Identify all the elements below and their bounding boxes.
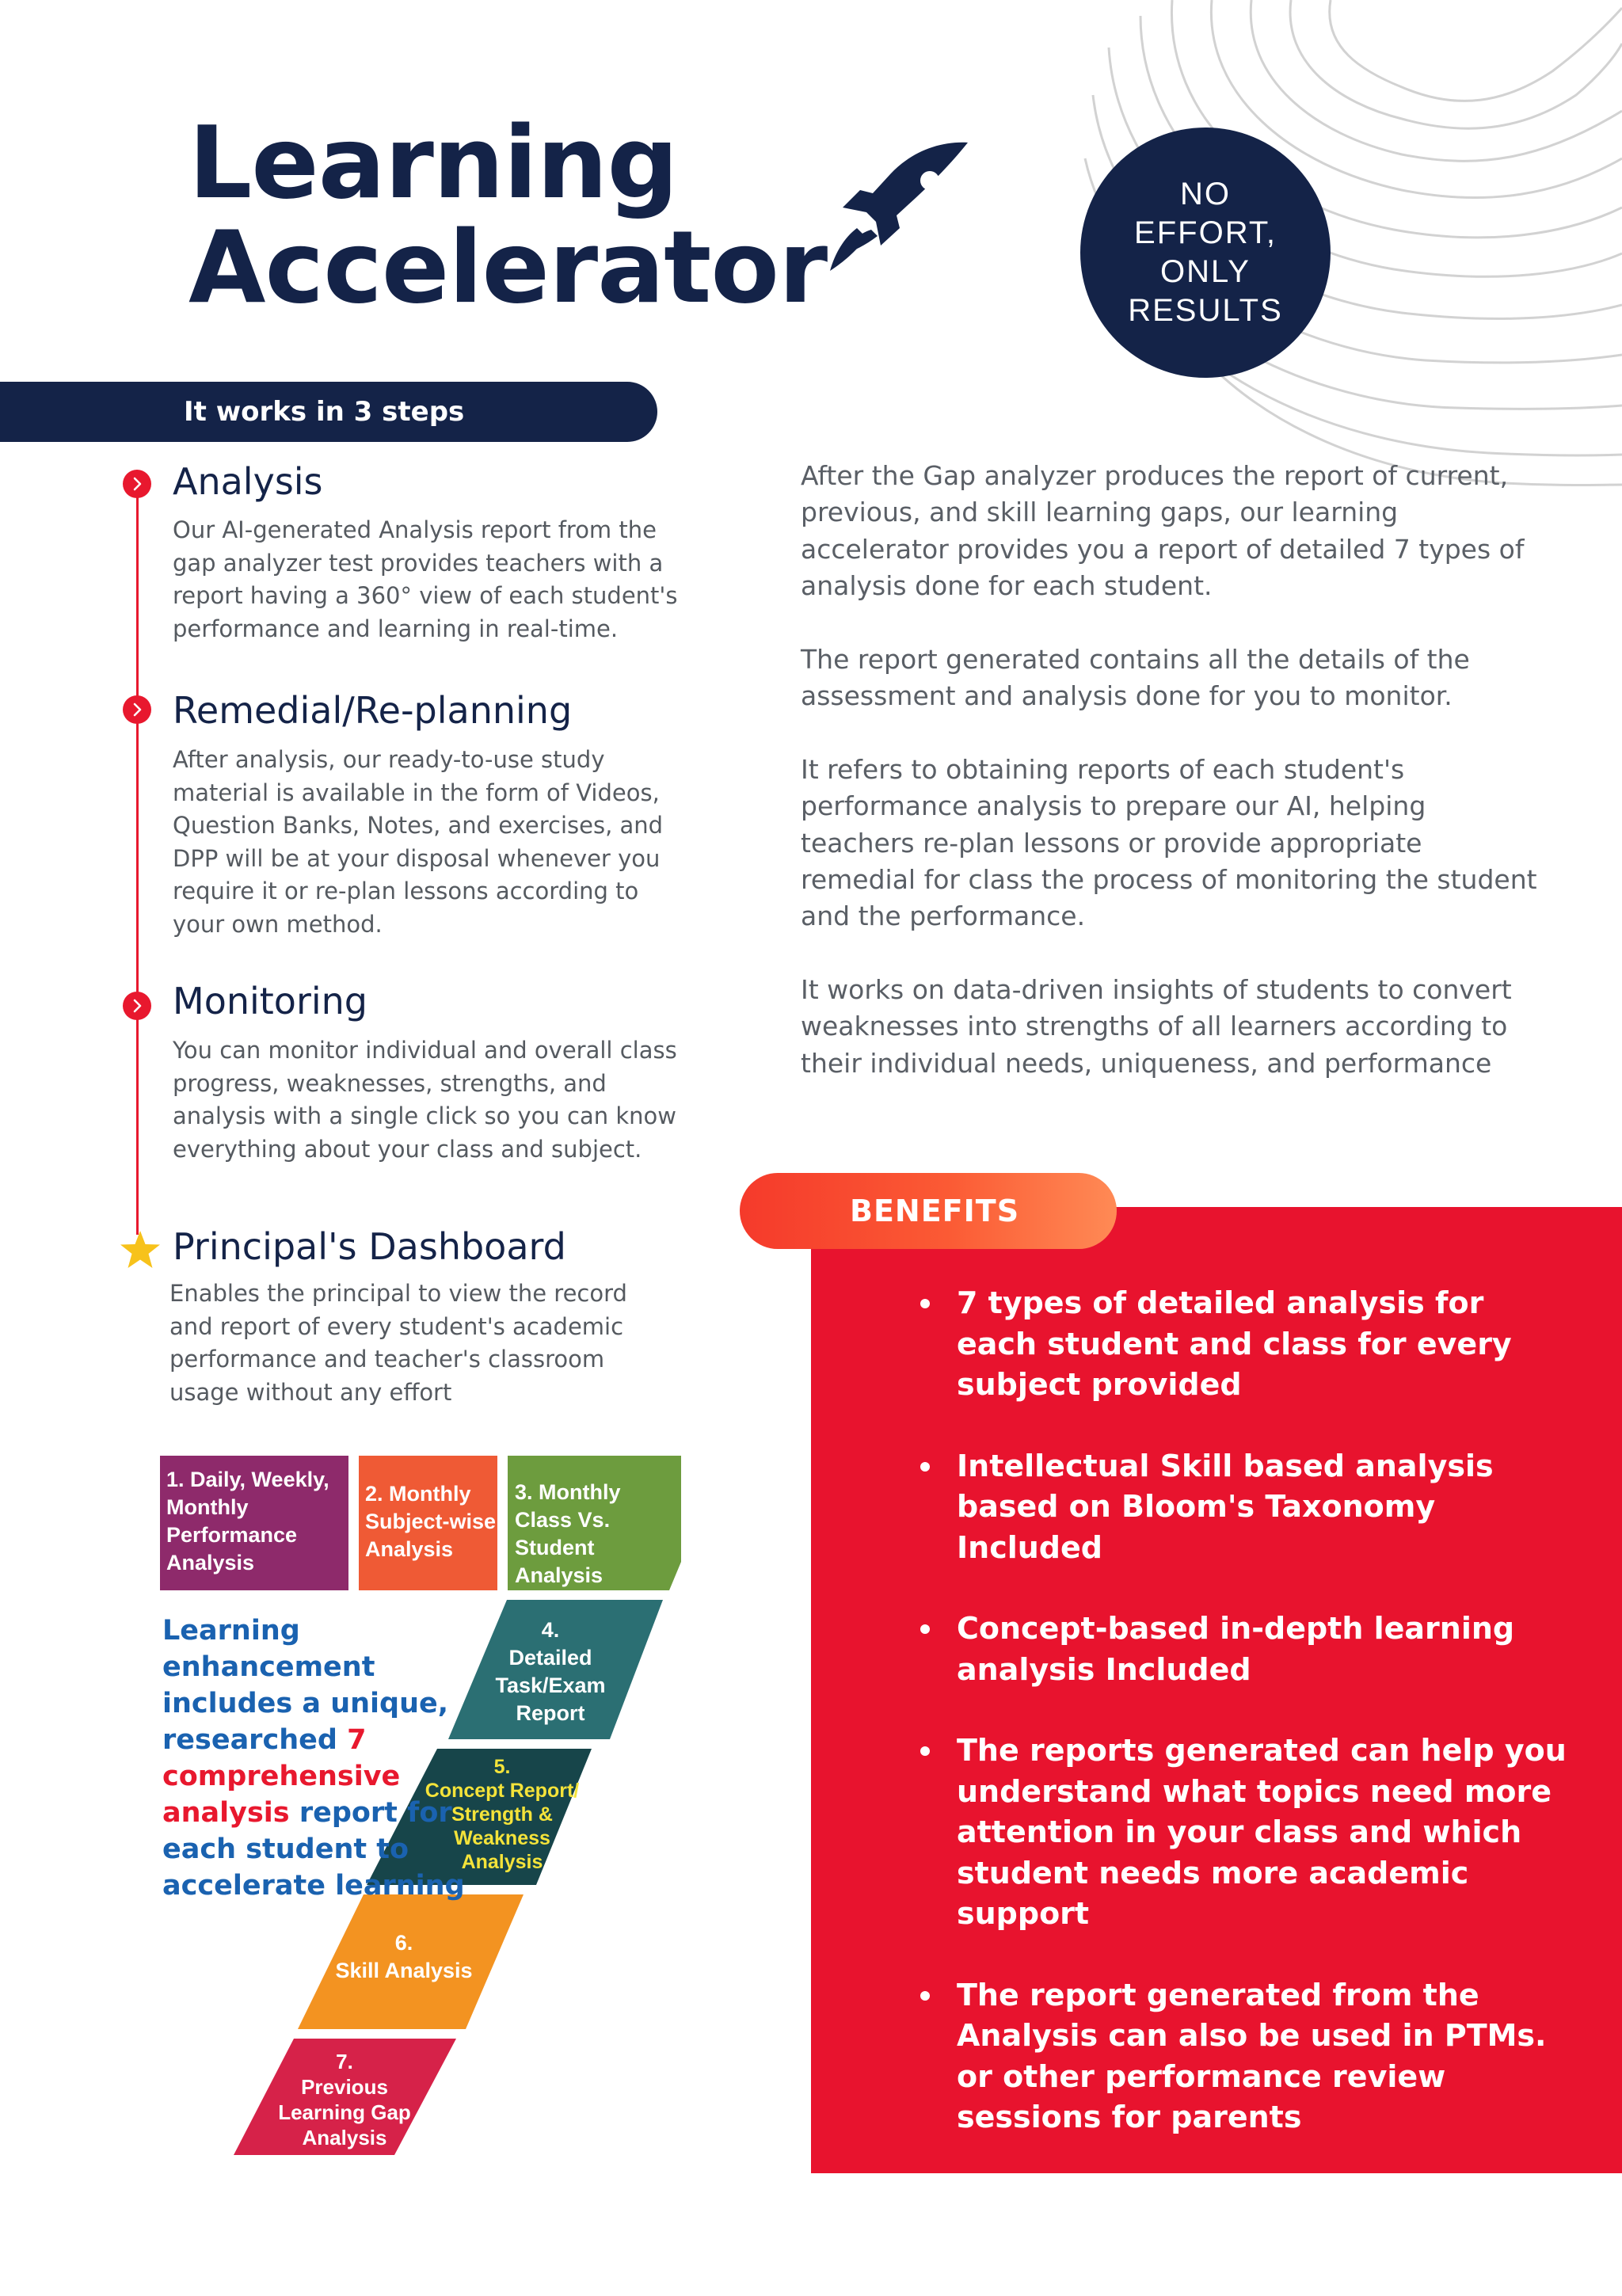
steps-banner: It works in 3 steps [0,382,657,442]
step-body-monitoring: You can monitor individual and overall class progress, weaknesses, strengths, and analysis with a single click so you can know everything about your class and subject. [173,1037,677,1163]
benefit-item: The reports generated can help you understand what topics need more attention in your class and which student needs more academic support [897,1731,1570,1935]
benefit-item: Concept-based in-depth learning analysis Included [897,1609,1570,1690]
step-body-principal-dashboard: Enables the principal to view the record and report of every student's academic performance and teacher's classroom usage without any effort [169,1280,627,1406]
title-line-2: Accelerator [188,209,828,326]
enhancement-text-blue: Learning enhancement includes a unique, researched [162,1615,449,1756]
badge-line: EFFORT, [1134,215,1277,250]
step-title-principal-dashboard: Principal's Dashboard [173,1225,566,1268]
badge-line: RESULTS [1128,293,1283,328]
learning-enhancement-text [162,1613,495,1904]
tile-2-label: 2. Monthly Subject-wise Analysis [365,1482,497,1561]
step-title-monitoring: Monitoring [173,980,367,1022]
tile-3-label: 3. Monthly Class Vs. Student Analysis [515,1480,621,1587]
benefits-heading: BENEFITS [740,1173,1117,1249]
report-paragraph: The report generated contains all the details of the assessment and analysis done for you to monitor. [801,644,1470,712]
tile-1-label: 1. Daily, Weekly, Monthly Performance Analysis [166,1468,329,1574]
enhancement-text-red: 7 comprehensive analysis [162,1724,401,1829]
no-effort-badge [1080,128,1331,378]
tile-6-label: 6. Skill Analysis [335,1931,473,1982]
insights-paragraph: It works on data-driven insights of students to convert weaknesses into strengths of all learners according to their individual needs, uniqueness, and performance [801,974,1512,1079]
title-line-1: Learning [188,105,678,221]
enhancement-text-blue-end: report for each student to accelerate learning [162,1797,465,1902]
step-body-remedial: After analysis, our ready-to-use study material is available in the form of Videos, Question Banks, Notes, and exercises, and DPP will be at your disposal whenever you require it or re-plan lessons according to your own method. [173,746,664,938]
step-title-analysis: Analysis [173,460,323,503]
benefit-item: The report generated from the Analysis can also be used in PTMs. or other performance review sessions for parents [897,1975,1570,2138]
step-body-analysis: Our AI-generated Analysis report from the gap analyzer test provides teachers with a report having a 360° view of each student's performance and learning in real-time. [173,516,678,642]
benefit-item: Intellectual Skill based analysis based on Bloom's Taxonomy Included [897,1446,1570,1569]
badge-line: NO [1180,177,1231,211]
badge-line: ONLY [1160,254,1251,289]
tile-5-label: 5. Concept Report/ Strength & Weakness Analysis [425,1756,580,1873]
step-title-remedial: Remedial/Re-planning [173,689,573,732]
benefit-item: 7 types of detailed analysis for each student and class for every subject provided [897,1283,1570,1406]
benefits-list [897,1283,1570,2179]
tile-7-label: 7. Previous Learning Gap Analysis [278,2050,411,2149]
reports-paragraph: It refers to obtaining reports of each student's performance analysis to prepare our AI, helping teachers re-plan lessons or provide appropriate remedial for class the process of monitoring the student and the performance. [801,754,1537,932]
tile-4-label: 4. Detailed Task/Exam Report [495,1618,606,1725]
intro-paragraph: After the Gap analyzer produces the report of current, previous, and skill learning gaps, our learning accelerator provides you a report of detailed 7 types of analysis done for each student. [801,460,1525,601]
rocket-icon [828,135,979,285]
